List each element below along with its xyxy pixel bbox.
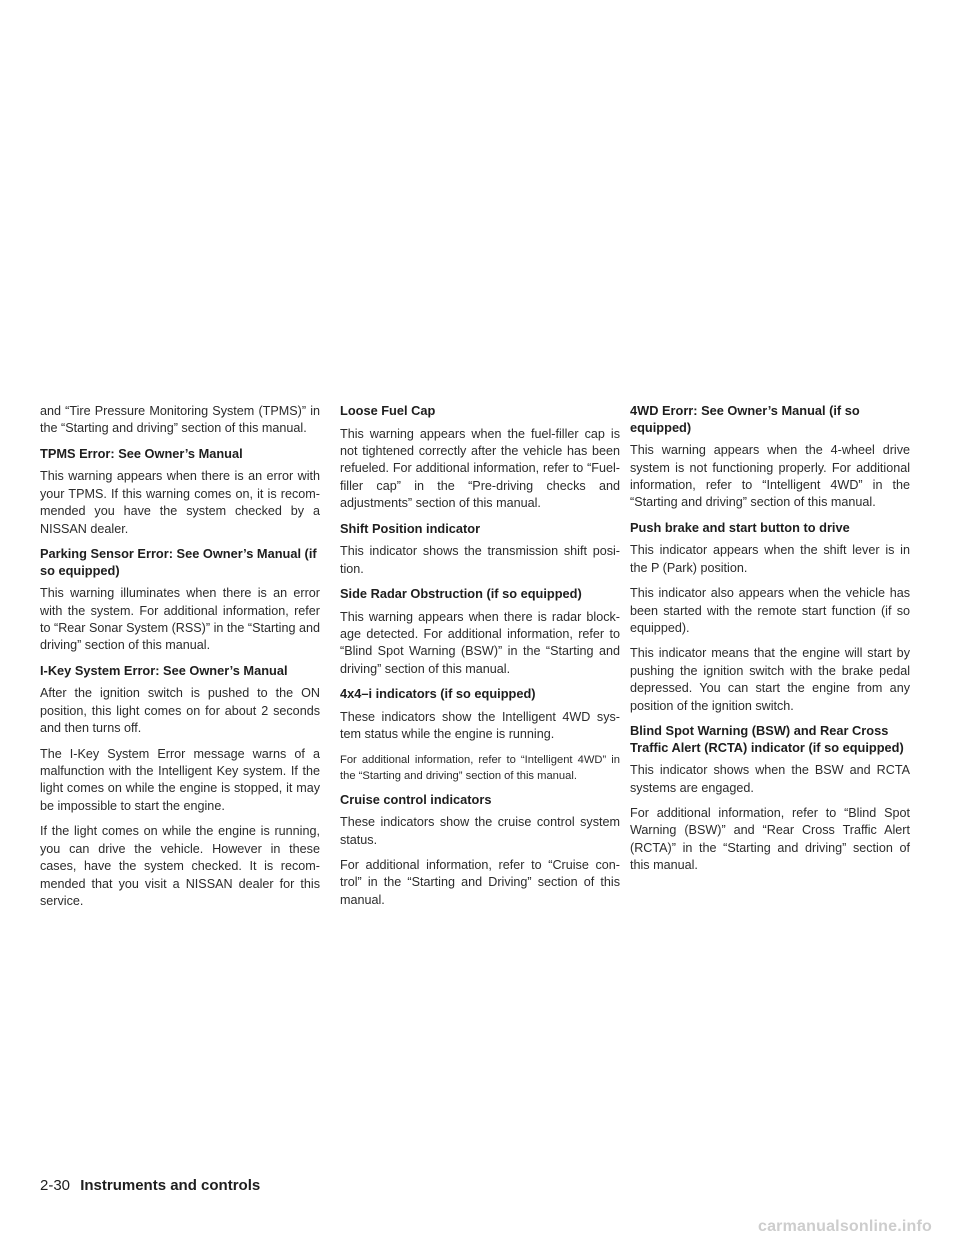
body-paragraph: For additional information, refer to “Blind Spot Warning (BSW)” and “Rear Cross Traffic Alert (RCTA)” in the “Starting and driving” section of this manual.	[630, 806, 910, 873]
text-column-left	[40, 403, 320, 918]
section-heading: Blind Spot Warning (BSW) and Rear Cross Traffic Alert (RCTA) indicator (if so equipped)	[630, 723, 904, 755]
body-paragraph: This warning appears when the fuel-filler cap is not tightened correctly after the vehicle has been refueled. For additional information, refer to “Fuel-filler cap” in the “Pre-driving checks and adjustments” section of this manual.	[340, 426, 620, 511]
body-paragraph: For additional information, refer to “Cruise con-trol” in the “Starting and Driving” section of this manual.	[340, 858, 620, 907]
section-heading: Shift Position indicator	[340, 520, 481, 536]
section-heading: Loose Fuel Cap	[340, 403, 436, 418]
body-paragraph: This indicator shows when the BSW and RCTA systems are engaged.	[630, 763, 910, 795]
body-paragraph: For additional information, refer to “Intelligent 4WD” in the “Starting and driving” section of this manual.	[340, 753, 620, 782]
section-heading: TPMS Error: See Owner’s Manual	[40, 445, 243, 461]
body-paragraph: This warning appears when the 4-wheel drive system is not functioning properly. For additional information, refer to “Intelligent 4WD” in the “Starting and driving” section of this manual.	[630, 443, 910, 510]
section-heading: Parking Sensor Error: See Owner’s Manual (if so equipped)	[40, 546, 317, 578]
body-paragraph: This indicator also appears when the vehicle has been started with the remote start function (if so equipped).	[630, 586, 910, 636]
body-paragraph: This warning appears when there is radar block-age detected. For additional information, refer to “Blind Spot Warning (BSW)” in the “Starting and driving” section of this manual.	[340, 609, 620, 676]
text-column-middle	[340, 403, 620, 917]
section-heading: I-Key System Error: See Owner’s Manual	[40, 662, 288, 678]
section-heading: Push brake and start button to drive	[630, 519, 850, 535]
body-paragraph: This warning illuminates when there is an error with the system. For additional information, refer to “Rear Sonar System (RSS)” in the “Starting and driving” section of this manual.	[40, 586, 320, 653]
body-paragraph: This indicator appears when the shift lever is in the P (Park) position.	[630, 543, 910, 575]
body-paragraph: These indicators show the Intelligent 4WD sys-tem status while the engine is running.	[340, 709, 620, 742]
section-heading: Side Radar Obstruction (if so equipped)	[340, 586, 582, 602]
body-paragraph: The I-Key System Error message warns of a malfunction with the Intelligent Key system. If the light comes on while the engine is stopped, it may be impossible to start the engine.	[40, 746, 320, 813]
page-number: 2-30	[40, 1177, 71, 1194]
section-title: Instruments and controls	[80, 1177, 261, 1194]
section-heading: 4WD Erorr: See Owner’s Manual (if so equipped)	[630, 403, 860, 435]
text-column-right	[630, 403, 910, 883]
body-paragraph: This indicator shows the transmission shift posi-tion.	[340, 544, 620, 576]
body-paragraph: This warning appears when there is an error with your TPMS. If this warning comes on, it is recom-mended you have the system checked by a NISSAN dealer.	[40, 469, 320, 536]
watermark-logo: carmanualsonline.info	[757, 1218, 932, 1235]
page-footer	[40, 1177, 260, 1194]
body-paragraph: These indicators show the cruise control system status.	[340, 815, 620, 847]
body-paragraph: and “Tire Pressure Monitoring System (TPMS)” in the “Starting and driving” section of this manual.	[40, 404, 320, 436]
section-heading: 4x4–i indicators (if so equipped)	[340, 686, 536, 702]
body-paragraph: If the light comes on while the engine is running, you can drive the vehicle. However in these cases, have the system checked. It is recom-mended that you visit a NISSAN dealer for this service.	[40, 824, 320, 908]
body-paragraph: This indicator means that the engine will start by pushing the ignition switch with the brake pedal depressed. You can start the engine from any position of the ignition switch.	[630, 646, 910, 713]
body-paragraph: After the ignition switch is pushed to the ON position, this light comes on for about 2 seconds and then turns off.	[40, 686, 320, 736]
section-heading: Cruise control indicators	[340, 791, 492, 807]
